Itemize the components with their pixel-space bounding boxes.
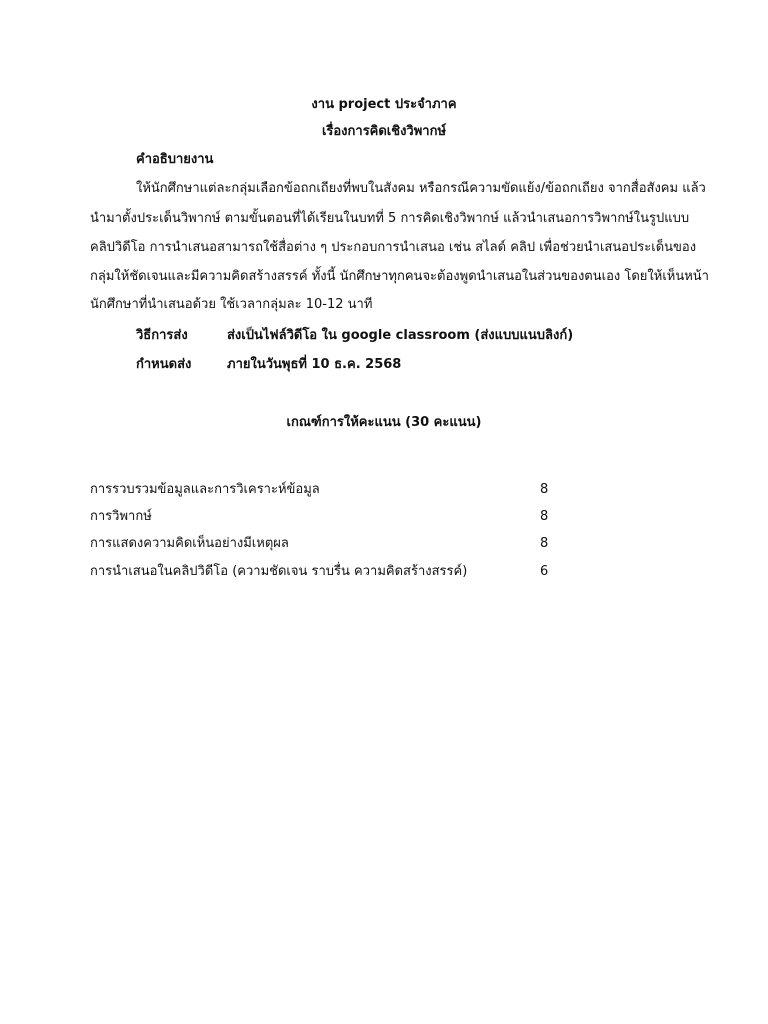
criteria-item-score: 8: [540, 536, 549, 551]
description-line-3: คลิปวิดีโอ การนำเสนอสามารถใช้สื่อต่าง ๆ ประกอบการนำเสนอ เช่น สไลด์ คลิป เพื่อช่วยนำเสนอประเด็นของ: [90, 240, 697, 255]
description-line-4: กลุ่มให้ชัดเจนและมีความคิดสร้างสรรค์ ทั้งนี้ นักศึกษาทุกคนจะต้องพูดนำเสนอในส่วนของตนเอง โดยให้เห็นหน้า: [90, 269, 709, 284]
description-line-2: นำมาตั้งประเด็นวิพากษ์ ตามขั้นตอนที่ได้เรียนในบทที่ 5 การคิดเชิงวิพากษ์ แล้วนำเสนอการวิพากษ์ในรูปแบบ: [90, 211, 690, 226]
description-line-5: นักศึกษาที่นำเสนอด้วย ใช้เวลากลุ่มละ 10-12 นาที: [90, 297, 373, 312]
criteria-heading: เกณฑ์การให้คะแนน (30 คะแนน): [286, 415, 482, 430]
document-title: งาน project ประจำภาค: [311, 97, 457, 112]
criteria-item-score: 6: [540, 564, 549, 579]
deadline-value: ภายในวันพุธที่ 10 ธ.ค. 2568: [227, 357, 402, 372]
criteria-item-name: การแสดงความคิดเห็นอย่างมีเหตุผล: [90, 536, 289, 551]
criteria-item-name: การรวบรวมข้อมูลและการวิเคราะห์ข้อมูล: [90, 482, 320, 497]
criteria-item-name: การนำเสนอในคลิปวิดีโอ (ความชัดเจน ราบรื่น ความคิดสร้างสรรค์): [90, 564, 468, 579]
submission-method-label: วิธีการส่ง: [136, 328, 188, 343]
criteria-item-score: 8: [540, 509, 549, 524]
description-heading: คำอธิบายงาน: [136, 152, 214, 167]
submission-method-value: ส่งเป็นไฟล์วิดีโอ ใน google classroom (ส่งแบบแนบลิงก์): [227, 328, 574, 343]
criteria-item-score: 8: [540, 482, 549, 497]
document-subtitle: เรื่องการคิดเชิงวิพากษ์: [321, 124, 447, 139]
description-line-1: ให้นักศึกษาแต่ละกลุ่มเลือกข้อถกเถียงที่พบในสังคม หรือกรณีความขัดแย้ง/ข้อถกเถียง จากสื่อสังคม แล้ว: [136, 181, 706, 196]
criteria-item-name: การวิพากษ์: [90, 509, 152, 524]
deadline-label: กำหนดส่ง: [136, 357, 192, 372]
